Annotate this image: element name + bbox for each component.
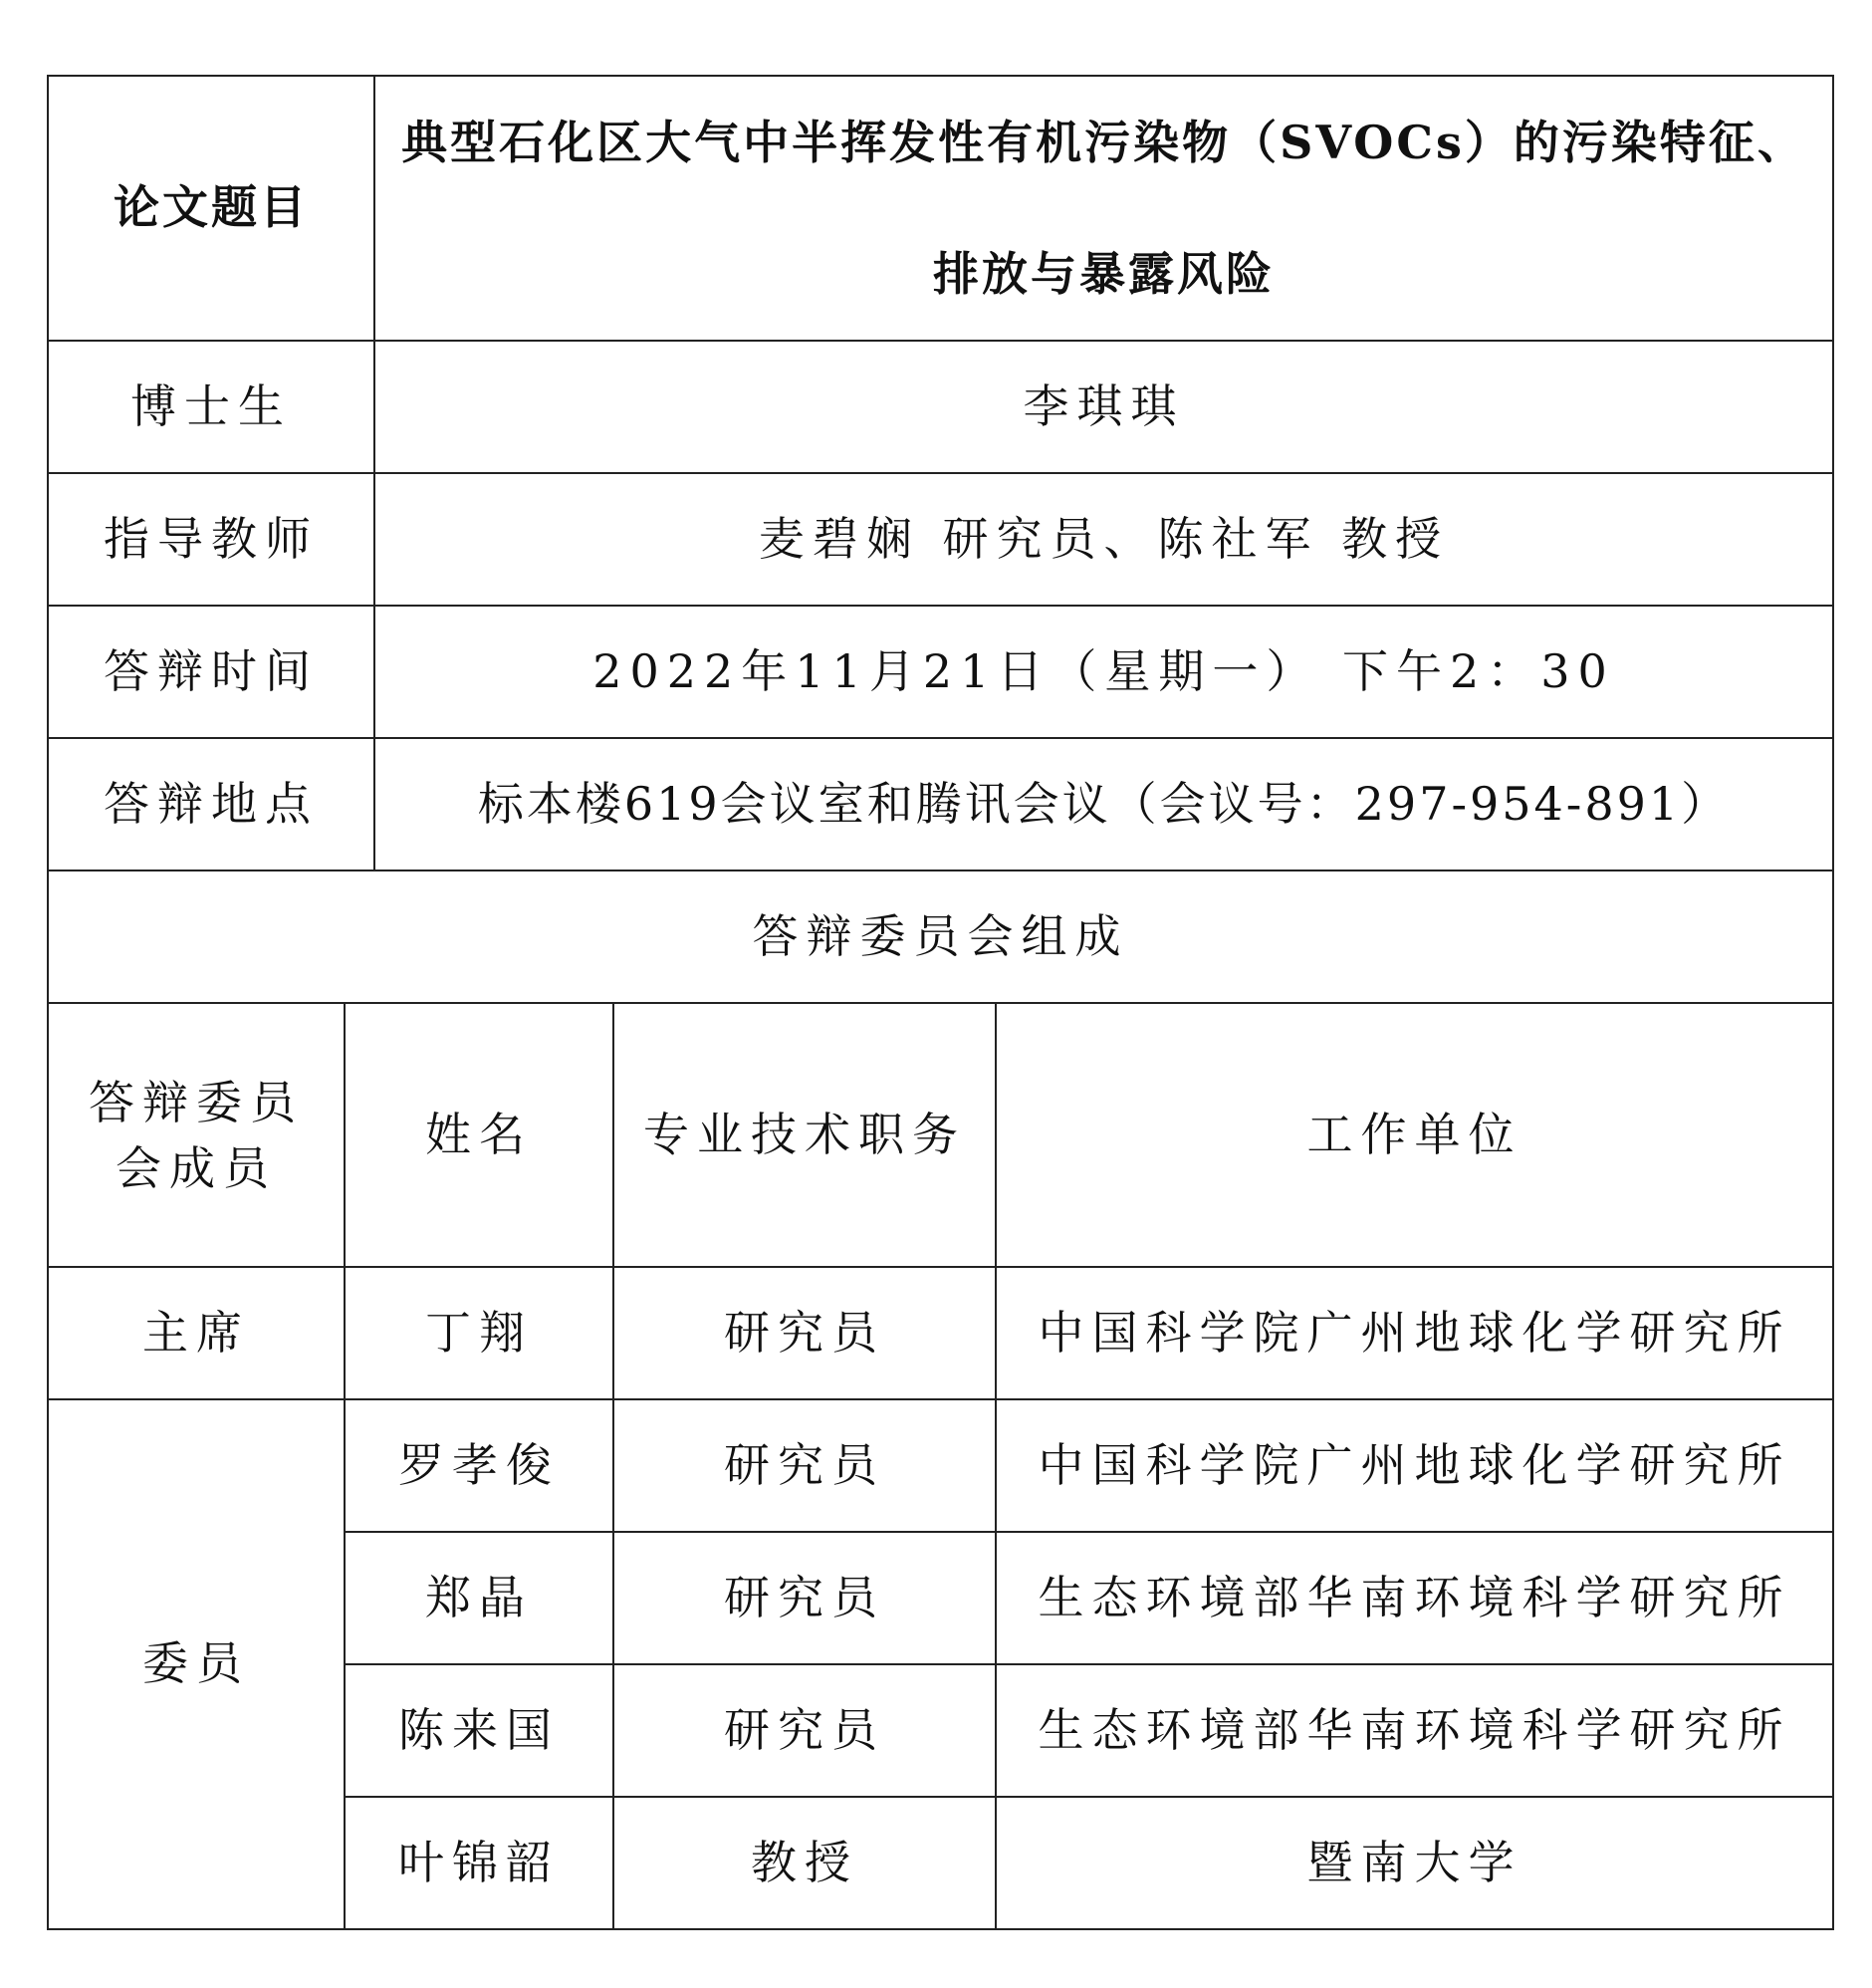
defense-info-table (47, 75, 1834, 1930)
members-role: 委员 (48, 1399, 345, 1929)
table-row (48, 1399, 1833, 1532)
thesis-label: 论文题目 (48, 76, 374, 341)
chair-row (48, 1267, 1833, 1399)
member-name: 罗孝俊 (345, 1399, 613, 1532)
student-name: 李琪琪 (374, 341, 1833, 473)
advisor-label: 指导教师 (48, 473, 374, 606)
chair-name: 丁翔 (345, 1267, 613, 1399)
col-name-header: 姓名 (345, 1003, 613, 1267)
student-label: 博士生 (48, 341, 374, 473)
member-name: 郑晶 (345, 1532, 613, 1664)
place-row (48, 738, 1833, 870)
member-title: 研究员 (613, 1399, 996, 1532)
col-unit-header: 工作单位 (996, 1003, 1833, 1267)
committee-header-row (48, 1003, 1833, 1267)
committee-heading: 答辩委员会组成 (48, 870, 1833, 1003)
advisor-row (48, 473, 1833, 606)
member-unit: 生态环境部华南环境科学研究所 (996, 1532, 1833, 1664)
place-label: 答辩地点 (48, 738, 374, 870)
col-member-header: 答辩委员会成员 (48, 1003, 345, 1267)
member-name: 叶锦韶 (345, 1797, 613, 1929)
student-row (48, 341, 1833, 473)
col-title-header: 专业技术职务 (613, 1003, 996, 1267)
chair-role: 主席 (48, 1267, 345, 1399)
member-unit: 生态环境部华南环境科学研究所 (996, 1664, 1833, 1797)
member-unit: 暨南大学 (996, 1797, 1833, 1929)
chair-unit: 中国科学院广州地球化学研究所 (996, 1267, 1833, 1399)
place-value: 标本楼619会议室和腾讯会议（会议号：297-954-891） (374, 738, 1833, 870)
time-row (48, 606, 1833, 738)
chair-title: 研究员 (613, 1267, 996, 1399)
thesis-row (48, 76, 1833, 341)
member-title: 研究员 (613, 1664, 996, 1797)
member-unit: 中国科学院广州地球化学研究所 (996, 1399, 1833, 1532)
thesis-title: 典型石化区大气中半挥发性有机污染物（SVOCs）的污染特征、排放与暴露风险 (374, 76, 1833, 341)
committee-heading-row (48, 870, 1833, 1003)
member-name: 陈来国 (345, 1664, 613, 1797)
member-title: 研究员 (613, 1532, 996, 1664)
advisor-names: 麦碧娴 研究员、陈社军 教授 (374, 473, 1833, 606)
time-value: 2022年11月21日（星期一） 下午2：30 (374, 606, 1833, 738)
member-title: 教授 (613, 1797, 996, 1929)
time-label: 答辩时间 (48, 606, 374, 738)
